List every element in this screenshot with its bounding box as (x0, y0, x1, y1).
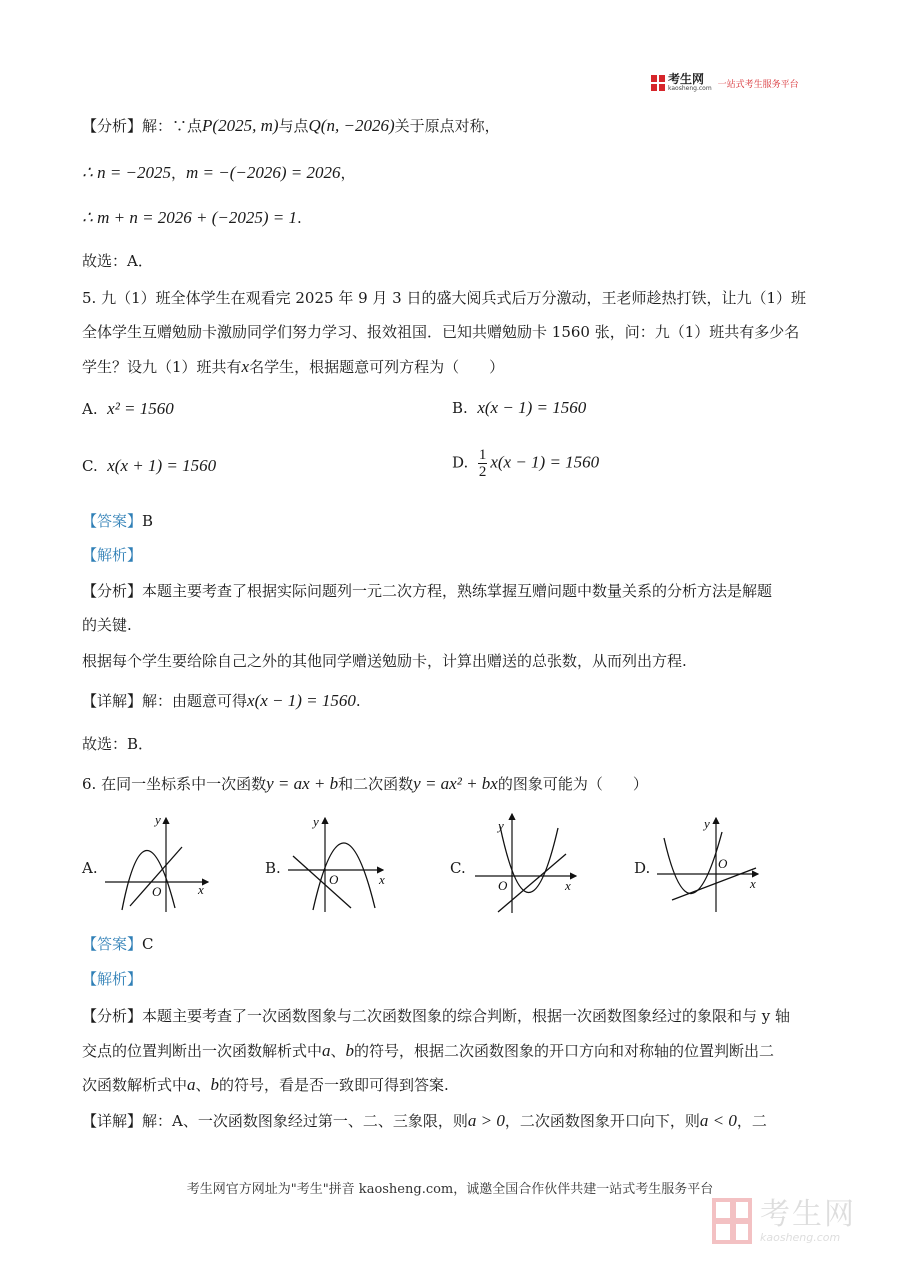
answer-tag: 【答案】 (82, 512, 143, 530)
detail-text: ，二 (736, 1112, 767, 1130)
option-math: x(x + 1) = 1560 (107, 456, 217, 475)
brand-logo-icon (651, 75, 665, 91)
analysis-text: 交点的位置判断出一次函数解析式中 (82, 1042, 323, 1060)
origin-label: O (329, 872, 339, 887)
brand-domain: kaosheng.com (668, 85, 712, 92)
q6-text: 6. 在同一坐标系中一次函数 (82, 775, 267, 793)
q4-text: . (297, 209, 302, 227)
q5-analysis-line2: 的关键. (82, 616, 132, 634)
linear-line (672, 868, 756, 900)
var-b: b (345, 1041, 355, 1060)
q4-analysis-line2 (82, 162, 356, 184)
answer-value: B (142, 512, 154, 530)
q5-analysis-line1 (82, 580, 772, 602)
q5-text: 名学生，根据题意可列方程为（ ） (249, 358, 505, 376)
q6-analysis-line2 (82, 1040, 774, 1062)
origin-label: O (498, 878, 508, 893)
detail-math: a > 0 (467, 1111, 505, 1130)
answer-tag: 【答案】 (82, 935, 143, 953)
q5-stem-line3 (82, 356, 504, 378)
origin-label: O (718, 856, 728, 871)
graph-label-d: D. (634, 859, 651, 877)
analysis-text: 本题主要考查了一次函数图象与二次函数图象的综合判断，根据一次函数图象经过的象限和与 y 轴 (142, 1007, 791, 1025)
q6-linear-fn: y = ax + b (266, 774, 339, 793)
fraction-half (478, 447, 488, 480)
q5-option-a (82, 398, 174, 420)
q5-stem-line1: 5. 九（1）班全体学生在观看完 2025 年 9 月 3 日的盛大阅兵式后万分激动，王老师趁热打铁，让九（1）班 (82, 289, 807, 307)
detail-tag: 【详解】 (82, 1112, 143, 1130)
detail-text: ，二次函数图象开口向下，则 (504, 1112, 700, 1130)
analysis-text: 、 (195, 1076, 211, 1094)
q4-text: ， (171, 164, 187, 182)
option-label: C. (82, 457, 98, 475)
detail-text: 解：由题意可得 (142, 692, 248, 710)
q4-math-n: ∴ n = −2025 (82, 163, 172, 182)
q6-jiexi-tag (82, 968, 142, 990)
x-axis-label: x (750, 876, 756, 891)
watermark-domain: kaosheng.com (760, 1230, 841, 1244)
q6-analysis-line1 (82, 1005, 790, 1027)
header-logo (651, 73, 799, 93)
q4-text: 与点 (278, 117, 309, 135)
watermark (712, 1198, 856, 1244)
q6-quadratic-fn: y = ax² + bx (413, 774, 498, 793)
q5-var-x: x (241, 357, 250, 376)
parabola-curve (500, 826, 558, 893)
option-math: x(x − 1) = 1560 (490, 452, 600, 472)
page-footer: 考生网官方网址为"考生"拼音 kaosheng.com，诚邀全国合作伙伴共建一站式考生服务平台 (186, 1182, 714, 1197)
watermark-text (760, 1196, 856, 1244)
detail-tag: 【详解】 (82, 692, 143, 710)
q4-math-q: Q(n, −2026) (308, 116, 395, 135)
q4-math-sum: ∴ m + n = 2026 + (−2025) = 1 (82, 208, 298, 227)
watermark-logo-icon (712, 1198, 752, 1244)
brand-slogan: 一站式考生服务平台 (717, 79, 799, 90)
var-b: b (210, 1075, 220, 1094)
q6-analysis-line3 (82, 1074, 449, 1096)
detail-text: . (355, 692, 361, 710)
q5-text: 学生？设九（1）班共有 (82, 358, 242, 376)
analysis-tag: 【分析】 (82, 117, 143, 135)
q6-text: 的图象可能为（ ） (497, 775, 648, 793)
detail-text: 解：A、一次函数图象经过第一、二、三象限，则 (142, 1112, 468, 1130)
q5-choice: 故选：B． (82, 735, 154, 753)
q4-text: ， (340, 164, 356, 182)
y-axis-label: y (498, 818, 504, 833)
q5-option-c (82, 455, 216, 477)
q4-analysis-line3 (82, 207, 302, 229)
option-label: B. (452, 399, 468, 417)
graph-label-a: A. (82, 859, 98, 877)
q5-stem-line2: 全体学生互赠勉励卡激励同学们努力学习、报效祖国．已知共赠勉励卡 1560 张，问：九（1）班共有多少名 (82, 323, 800, 341)
parabola-curve (122, 850, 175, 910)
analysis-text: 的符号，根据二次函数图象的开口方向和对称轴的位置判断出二 (354, 1042, 775, 1060)
q5-answer (82, 510, 153, 532)
q6-answer (82, 933, 154, 955)
q5-option-d (452, 447, 599, 480)
answer-value: C (142, 935, 154, 953)
brand-text (668, 74, 712, 92)
option-label: A. (82, 400, 98, 418)
analysis-tag: 【分析】 (82, 582, 143, 600)
detail-math: x(x − 1) = 1560 (247, 691, 356, 710)
q4-math-m: m = −(−2026) = 2026 (186, 163, 341, 182)
q5-analysis-line3: 根据每个学生要给除自己之外的其他同学赠送勉励卡，计算出赠送的总张数，从而列出方程. (82, 652, 687, 670)
var-a: a (322, 1041, 331, 1060)
detail-math: a < 0 (699, 1111, 737, 1130)
parabola-curve (313, 843, 375, 910)
q4-text: 解：∵点 (142, 117, 203, 135)
x-axis-label: x (198, 882, 204, 897)
graph-d (652, 812, 772, 917)
linear-line (293, 856, 351, 908)
q4-text: 关于原点对称， (394, 117, 500, 135)
var-a: a (187, 1075, 196, 1094)
option-label: D. (452, 453, 469, 472)
y-axis-label: y (155, 812, 161, 827)
graph-c (470, 808, 590, 918)
watermark-name: 考生网 (760, 1196, 856, 1232)
analysis-text: 次函数解析式中 (82, 1076, 188, 1094)
brand-name: 考生网 (668, 72, 705, 86)
q5-detail (82, 690, 361, 712)
q5-option-b (452, 397, 586, 419)
analysis-text: 本题主要考查了根据实际问题列一元二次方程，熟练掌握互赠问题中数量关系的分析方法是解题 (142, 582, 773, 600)
option-math: x² = 1560 (107, 399, 174, 418)
y-axis-label: y (704, 816, 710, 831)
q4-math-p: P(2025, m) (202, 116, 279, 135)
fraction-numerator: 1 (478, 447, 487, 463)
q4-analysis-line1 (82, 115, 500, 137)
q6-text: 和二次函数 (338, 775, 414, 793)
q5-jiexi-tag (82, 544, 142, 566)
graph-label-c: C. (450, 859, 466, 877)
y-axis-label: y (313, 814, 319, 829)
analysis-text: 、 (330, 1042, 346, 1060)
q6-detail (82, 1110, 767, 1132)
x-axis-label: x (379, 872, 385, 887)
analysis-text: 的符号，看是否一致即可得到答案. (219, 1076, 449, 1094)
option-math: x(x − 1) = 1560 (477, 398, 587, 417)
graph-label-b: B. (265, 859, 281, 877)
analysis-tag: 【分析】 (82, 1007, 143, 1025)
x-axis-label: x (565, 878, 571, 893)
q4-choice: 故选：A． (82, 252, 153, 270)
fraction-denominator: 2 (478, 464, 487, 480)
graph-b (283, 812, 403, 917)
linear-line (498, 854, 566, 912)
jiexi-tag: 【解析】 (82, 546, 143, 564)
origin-label: O (152, 884, 162, 899)
graph-a (100, 812, 220, 917)
jiexi-tag: 【解析】 (82, 970, 143, 988)
q6-stem (82, 773, 648, 795)
